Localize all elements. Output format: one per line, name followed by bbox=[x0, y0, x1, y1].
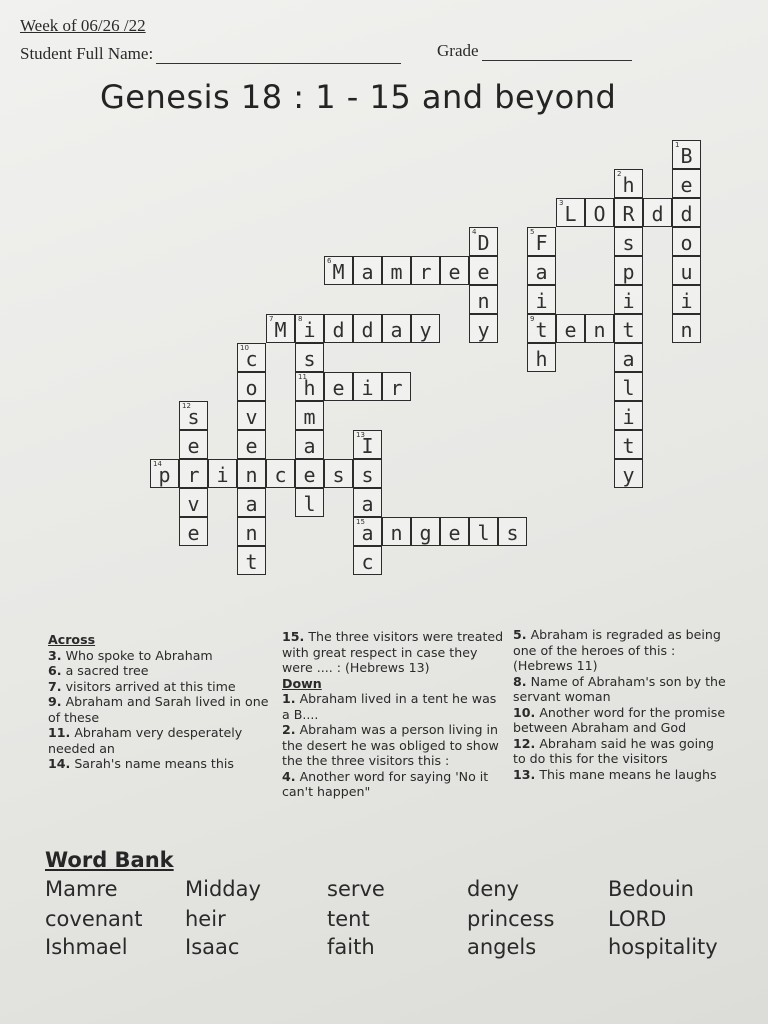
cell-letter: e bbox=[245, 434, 258, 458]
cell-letter: s bbox=[361, 463, 374, 487]
crossword-cell[interactable] bbox=[469, 517, 498, 546]
crossword-cell[interactable] bbox=[469, 227, 498, 256]
cell-letter: c bbox=[274, 463, 287, 487]
crossword-cell[interactable] bbox=[295, 343, 324, 372]
cell-letter: h bbox=[303, 376, 316, 400]
cell-letter: F bbox=[535, 231, 548, 255]
cell-letter: c bbox=[245, 347, 258, 371]
clue-number: 11. bbox=[48, 725, 71, 740]
crossword-cell[interactable] bbox=[237, 459, 266, 488]
clue-text: Another word for the promise between Abraham and God bbox=[513, 704, 726, 735]
cell-letter: e bbox=[303, 463, 316, 487]
down-heading: Down bbox=[282, 675, 322, 691]
clue-number-label: 2 bbox=[617, 170, 622, 178]
crossword-cell[interactable] bbox=[150, 459, 179, 488]
clue-item bbox=[48, 648, 273, 664]
cell-letter: n bbox=[680, 318, 693, 342]
clue-text: Abraham and Sarah lived in one of these bbox=[48, 694, 269, 725]
clue-number-label: 13 bbox=[356, 431, 365, 439]
crossword-cell[interactable] bbox=[324, 314, 353, 343]
crossword-cell[interactable] bbox=[179, 401, 208, 430]
crossword-cell[interactable] bbox=[469, 314, 498, 343]
clue-number: 7. bbox=[48, 678, 62, 694]
crossword-cell[interactable] bbox=[527, 227, 556, 256]
crossword-cell[interactable] bbox=[614, 430, 643, 459]
clue-number: 9. bbox=[48, 694, 62, 709]
clue-item bbox=[513, 705, 728, 736]
cell-letter: u bbox=[680, 260, 693, 284]
crossword-cell[interactable] bbox=[382, 372, 411, 401]
crossword-cell[interactable] bbox=[266, 314, 295, 343]
crossword-cell[interactable] bbox=[353, 372, 382, 401]
cell-letter: s bbox=[506, 521, 519, 545]
down-clue-list bbox=[282, 691, 507, 800]
crossword-cell[interactable] bbox=[295, 488, 324, 517]
word-bank-word: Bedouin bbox=[608, 877, 694, 901]
cell-letter: i bbox=[535, 289, 548, 313]
word-bank-word: Midday bbox=[185, 877, 261, 901]
crossword-cell[interactable] bbox=[585, 314, 614, 343]
clue-number: 10. bbox=[513, 704, 536, 720]
clue-item bbox=[513, 736, 728, 767]
crossword-cell[interactable] bbox=[353, 256, 382, 285]
cell-letter: a bbox=[303, 434, 316, 458]
cell-letter: e bbox=[332, 376, 345, 400]
crossword-cell[interactable] bbox=[353, 314, 382, 343]
clue-text: Who spoke to Abraham bbox=[61, 647, 213, 663]
cell-letter: m bbox=[303, 405, 316, 429]
cell-letter: L bbox=[564, 202, 577, 226]
clues-right-column bbox=[513, 627, 728, 782]
crossword-cell[interactable] bbox=[585, 198, 614, 227]
clue-item bbox=[282, 629, 507, 676]
student-name-label: Student Full Name: bbox=[20, 44, 154, 63]
crossword-cell[interactable] bbox=[324, 372, 353, 401]
cell-letter: g bbox=[419, 521, 432, 545]
clue-number-label: 3 bbox=[559, 199, 564, 207]
cell-letter: r bbox=[419, 260, 432, 284]
clue-number: 3. bbox=[48, 647, 62, 663]
cell-letter: n bbox=[593, 318, 606, 342]
clue-number: 15. bbox=[282, 629, 305, 644]
crossword-cell[interactable] bbox=[179, 517, 208, 546]
cell-letter: D bbox=[477, 231, 490, 255]
crossword-cell[interactable] bbox=[498, 517, 527, 546]
crossword-cell[interactable] bbox=[353, 459, 382, 488]
crossword-cell[interactable] bbox=[614, 401, 643, 430]
clue-number: 6. bbox=[48, 663, 62, 678]
clue-item bbox=[282, 769, 507, 800]
clue-number-label: 15 bbox=[356, 518, 365, 526]
cell-letter: n bbox=[245, 521, 258, 545]
cell-letter: a bbox=[535, 260, 548, 284]
clue-text: Abraham said he was going to do this for the visitors bbox=[513, 735, 715, 766]
clue-number: 1. bbox=[282, 691, 296, 706]
clue-number: 5. bbox=[513, 627, 527, 642]
crossword-cell[interactable] bbox=[643, 198, 672, 227]
crossword-cell[interactable] bbox=[237, 430, 266, 459]
word-bank-word: Isaac bbox=[185, 935, 240, 959]
crossword-cell[interactable] bbox=[295, 372, 324, 401]
crossword-cell[interactable] bbox=[353, 517, 382, 546]
cell-letter: d bbox=[332, 318, 345, 342]
cell-letter: a bbox=[390, 318, 403, 342]
crossword-cell[interactable] bbox=[237, 517, 266, 546]
worksheet-title: Genesis 18 : 1 - 15 and beyond bbox=[100, 78, 617, 116]
clue-number-label: 7 bbox=[269, 315, 274, 323]
cell-letter: y bbox=[622, 463, 635, 487]
cell-letter: d bbox=[361, 318, 374, 342]
cell-letter: o bbox=[680, 231, 693, 255]
word-bank-word: angels bbox=[467, 935, 537, 959]
crossword-cell[interactable] bbox=[295, 401, 324, 430]
cell-letter: a bbox=[361, 260, 374, 284]
cell-letter: s bbox=[332, 463, 345, 487]
clue-text: Abraham is regraded as being one of the heroes of this : (Hebrews 11) bbox=[513, 627, 721, 673]
clue-text: Another word for saying 'No it can't happen" bbox=[282, 768, 489, 799]
clue-number-label: 10 bbox=[240, 344, 249, 352]
cell-letter: n bbox=[477, 289, 490, 313]
clue-number: 8. bbox=[513, 673, 527, 689]
clue-text: Abraham was a person living in the desert he was obliged to show the the three visitors this : bbox=[282, 722, 499, 768]
clue-text: The three visitors were treated with great respect in case they were .... : (Hebrews 13) bbox=[282, 629, 504, 675]
cell-letter: e bbox=[680, 173, 693, 197]
clue-text: Abraham lived in a tent he was a B.... bbox=[282, 691, 497, 722]
cell-letter: h bbox=[622, 173, 635, 197]
clue-item bbox=[513, 767, 728, 783]
crossword-cell[interactable] bbox=[527, 285, 556, 314]
crossword-cell[interactable] bbox=[353, 488, 382, 517]
crossword-cell[interactable] bbox=[411, 517, 440, 546]
cell-letter: B bbox=[680, 144, 693, 168]
clue-text: Abraham very desperately needed an bbox=[48, 725, 243, 756]
crossword-cell[interactable] bbox=[672, 198, 701, 227]
clue-number-label: 5 bbox=[530, 228, 535, 236]
crossword-cell[interactable] bbox=[672, 256, 701, 285]
cell-letter: i bbox=[680, 289, 693, 313]
crossword-cell[interactable] bbox=[382, 256, 411, 285]
crossword-cell[interactable] bbox=[237, 343, 266, 372]
word-bank-word: Ishmael bbox=[45, 935, 128, 959]
crossword-cell[interactable] bbox=[614, 314, 643, 343]
crossword-cell[interactable] bbox=[527, 256, 556, 285]
clue-text: Name of Abraham's son by the servant woman bbox=[513, 673, 726, 704]
crossword-cell[interactable] bbox=[208, 459, 237, 488]
cell-letter: l bbox=[477, 521, 490, 545]
cell-letter: e bbox=[187, 434, 200, 458]
clue-text: a sacred tree bbox=[61, 663, 149, 678]
clues-across-column bbox=[48, 632, 273, 772]
crossword-cell[interactable] bbox=[672, 314, 701, 343]
clue-item bbox=[282, 722, 507, 769]
cell-letter: s bbox=[622, 231, 635, 255]
cell-letter: O bbox=[593, 202, 606, 226]
cell-letter: t bbox=[622, 318, 635, 342]
cell-letter: y bbox=[419, 318, 432, 342]
clue-item bbox=[513, 627, 728, 674]
crossword-cell[interactable] bbox=[237, 488, 266, 517]
cell-letter: a bbox=[622, 347, 635, 371]
crossword-cell[interactable] bbox=[382, 314, 411, 343]
clue-number: 14. bbox=[48, 756, 71, 771]
cell-letter: o bbox=[245, 376, 258, 400]
cell-letter: e bbox=[448, 521, 461, 545]
cell-letter: t bbox=[245, 550, 258, 574]
cell-letter: R bbox=[622, 202, 635, 226]
clue-text: This mane means he laughs bbox=[535, 766, 717, 782]
word-bank-title: Word Bank bbox=[45, 848, 174, 872]
crossword-cell[interactable] bbox=[672, 285, 701, 314]
clue-number: 2. bbox=[282, 722, 296, 737]
cell-letter: d bbox=[680, 202, 693, 226]
clue-number-label: 1 bbox=[675, 141, 680, 149]
crossword-cell[interactable] bbox=[440, 517, 469, 546]
crossword-cell[interactable] bbox=[614, 198, 643, 227]
cell-letter: v bbox=[245, 405, 258, 429]
clue-item bbox=[48, 679, 273, 695]
crossword-cell[interactable] bbox=[614, 459, 643, 488]
cell-letter: e bbox=[564, 318, 577, 342]
word-bank-word: hospitality bbox=[608, 935, 718, 959]
crossword-cell[interactable] bbox=[324, 256, 353, 285]
cell-letter: e bbox=[448, 260, 461, 284]
cell-letter: l bbox=[622, 376, 635, 400]
clue-item bbox=[282, 691, 507, 722]
crossword-cell[interactable] bbox=[295, 430, 324, 459]
cell-letter: I bbox=[361, 434, 374, 458]
crossword-cell[interactable] bbox=[382, 517, 411, 546]
clue-text: Sarah's name means this bbox=[70, 756, 234, 771]
word-bank-word: Mamre bbox=[45, 877, 118, 901]
cell-letter: r bbox=[187, 463, 200, 487]
cell-letter: a bbox=[361, 521, 374, 545]
word-bank-word: princess bbox=[467, 907, 555, 931]
cell-letter: y bbox=[477, 318, 490, 342]
crossword-cell[interactable] bbox=[324, 459, 353, 488]
clue-item bbox=[48, 694, 273, 725]
cell-letter: l bbox=[303, 492, 316, 516]
crossword-cell[interactable] bbox=[614, 343, 643, 372]
cell-letter: t bbox=[535, 318, 548, 342]
word-bank-word: LORD bbox=[608, 907, 667, 931]
cell-letter: e bbox=[477, 260, 490, 284]
word-bank-word: covenant bbox=[45, 907, 143, 931]
cell-letter: s bbox=[187, 405, 200, 429]
clue-number-label: 14 bbox=[153, 460, 162, 468]
clue-number: 12. bbox=[513, 735, 536, 751]
crossword-cell[interactable] bbox=[266, 459, 295, 488]
cell-letter: n bbox=[390, 521, 403, 545]
clue-item bbox=[48, 663, 273, 679]
clue-item bbox=[48, 725, 273, 756]
crossword-cell[interactable] bbox=[614, 169, 643, 198]
cell-letter: s bbox=[303, 347, 316, 371]
crossword-cell[interactable] bbox=[556, 314, 585, 343]
cell-letter: h bbox=[535, 347, 548, 371]
down-clue-list-continued bbox=[513, 627, 728, 782]
crossword-cell[interactable] bbox=[672, 227, 701, 256]
clue-item bbox=[513, 674, 728, 705]
crossword-cell[interactable] bbox=[179, 430, 208, 459]
cell-letter: n bbox=[245, 463, 258, 487]
clue-text: visitors arrived at this time bbox=[61, 678, 236, 694]
crossword-cell[interactable] bbox=[237, 372, 266, 401]
cell-letter: r bbox=[390, 376, 403, 400]
week-label: Week of 06/26 /22 bbox=[20, 16, 146, 35]
cell-letter: a bbox=[245, 492, 258, 516]
crossword-cell[interactable] bbox=[614, 285, 643, 314]
cell-letter: v bbox=[187, 492, 200, 516]
word-bank-word: tent bbox=[327, 907, 370, 931]
cell-letter: i bbox=[361, 376, 374, 400]
clue-item bbox=[48, 756, 273, 772]
crossword-cell[interactable] bbox=[614, 227, 643, 256]
cell-letter: c bbox=[361, 550, 374, 574]
clue-number-label: 9 bbox=[530, 315, 535, 323]
cell-letter: a bbox=[361, 492, 374, 516]
clue-number: 4. bbox=[282, 768, 296, 784]
clue-number-label: 4 bbox=[472, 228, 477, 236]
crossword-cell[interactable] bbox=[440, 256, 469, 285]
cell-letter: M bbox=[274, 318, 287, 342]
word-bank-word: faith bbox=[327, 935, 375, 959]
cell-letter: t bbox=[622, 434, 635, 458]
crossword-cell[interactable] bbox=[614, 256, 643, 285]
word-bank-word: heir bbox=[185, 907, 226, 931]
cell-letter: d bbox=[651, 202, 664, 226]
cell-letter: i bbox=[622, 289, 635, 313]
clue-number-label: 12 bbox=[182, 402, 191, 410]
crossword-cell[interactable] bbox=[672, 169, 701, 198]
crossword-cell[interactable] bbox=[469, 285, 498, 314]
crossword-cell[interactable] bbox=[556, 198, 585, 227]
crossword-cell[interactable] bbox=[469, 256, 498, 285]
crossword-cell[interactable] bbox=[411, 256, 440, 285]
clue-number-label: 8 bbox=[298, 315, 303, 323]
crossword-cell[interactable] bbox=[411, 314, 440, 343]
crossword-cell[interactable] bbox=[295, 459, 324, 488]
crossword-cell[interactable] bbox=[527, 314, 556, 343]
cell-letter: p bbox=[158, 463, 171, 487]
cell-letter: i bbox=[622, 405, 635, 429]
cell-letter: M bbox=[332, 260, 345, 284]
crossword-cell[interactable] bbox=[179, 459, 208, 488]
clue-number-label: 6 bbox=[327, 257, 332, 265]
across-clue-list bbox=[48, 648, 273, 772]
cell-letter: m bbox=[390, 260, 403, 284]
cell-letter: p bbox=[622, 260, 635, 284]
clue-number-label: 11 bbox=[298, 373, 307, 381]
crossword-cell[interactable] bbox=[614, 372, 643, 401]
crossword-cell[interactable] bbox=[527, 343, 556, 372]
word-bank-word: serve bbox=[327, 877, 385, 901]
cell-letter: e bbox=[187, 521, 200, 545]
cell-letter: i bbox=[303, 318, 316, 342]
crossword-cell[interactable] bbox=[237, 546, 266, 575]
word-bank-word: deny bbox=[467, 877, 519, 901]
clue-number: 13. bbox=[513, 766, 536, 782]
across-heading: Across bbox=[48, 632, 96, 647]
crossword-cell[interactable] bbox=[295, 314, 324, 343]
clues-middle-column bbox=[282, 629, 507, 800]
crossword-cell[interactable] bbox=[672, 140, 701, 169]
crossword-cell[interactable] bbox=[179, 488, 208, 517]
crossword-cell[interactable] bbox=[353, 546, 382, 575]
crossword-cell[interactable] bbox=[353, 430, 382, 459]
crossword-cell[interactable] bbox=[237, 401, 266, 430]
cell-letter: i bbox=[216, 463, 229, 487]
grade-label: Grade bbox=[437, 41, 479, 60]
